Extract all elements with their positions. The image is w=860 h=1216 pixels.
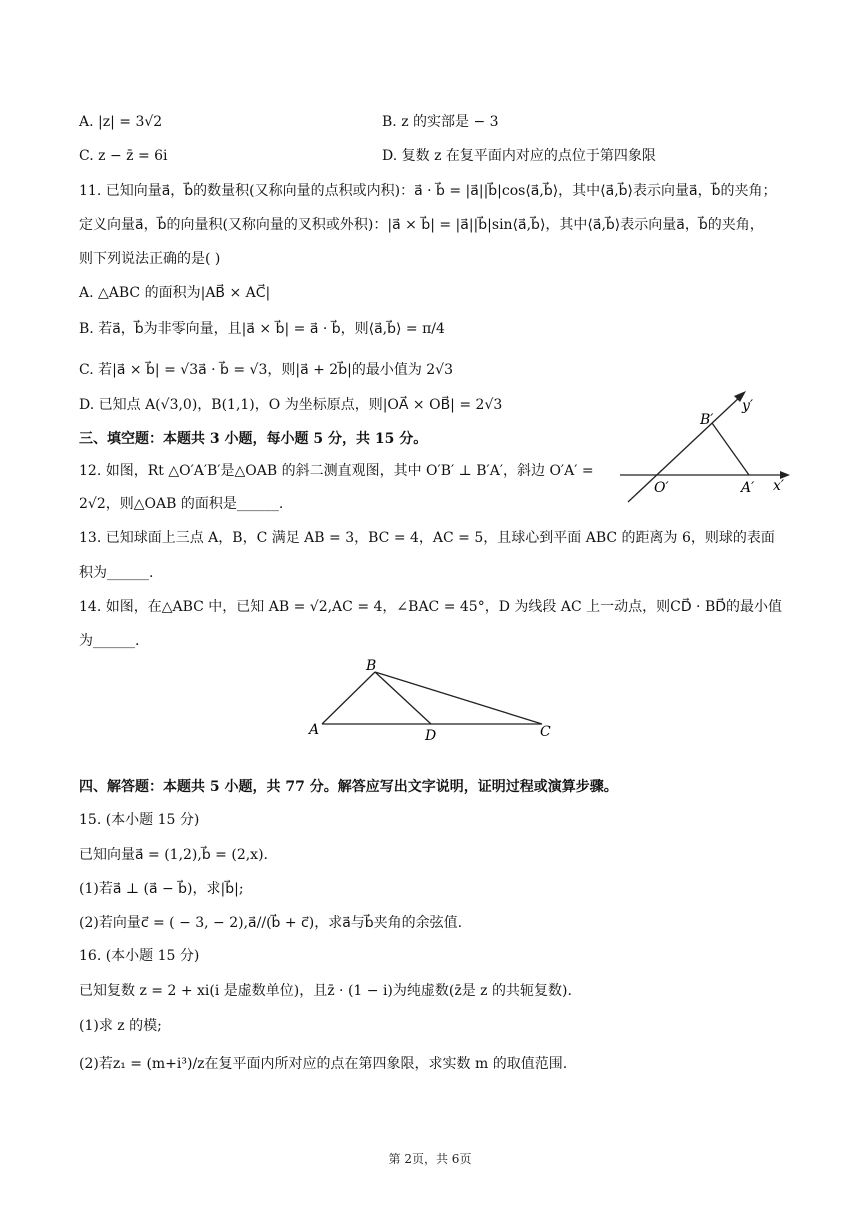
q14-figure — [300, 652, 565, 747]
q13-line1: 13. 已知球面上三点 A，B，C 满足 AB = 3，BC = 4，AC = 5，且球心到平面 ABC 的距离为 6，则球的表面 — [79, 530, 775, 546]
q11-option-c: C. 若|a⃗ × b⃗| = √3a⃗ · b⃗ = √3，则|a⃗ + 2b⃗|的最小值为 2√3 — [79, 362, 454, 378]
q12-line2: 2√2，则△OAB 的面积是______. — [79, 496, 284, 512]
page-footer: 第 2页，共 6页 — [388, 1152, 472, 1166]
section4-heading: 四、解答题：本题共 5 小题，共 77 分。解答应写出文字说明，证明过程或演算步骤。 — [79, 779, 618, 795]
q15-part2: (2)若向量c⃗ = ( − 3, − 2),a⃗//(b⃗ + c⃗)，求a⃗与b⃗夹角的余弦值. — [79, 915, 463, 931]
q11-stem-line2: 定义向量a⃗，b⃗的向量积(又称向量的叉积或外积)：|a⃗ × b⃗| = |a⃗||b⃗|sin⟨a⃗,b⃗⟩，其中⟨a⃗,b⃗⟩表示向量a⃗，b⃗的夹角， — [79, 217, 764, 233]
q14-line1: 14. 如图，在△ABC 中，已知 AB = √2,AC = 4，∠BAC = 45°，D 为线段 AC 上一动点，则CD⃗ · BD⃗的最小值 — [79, 599, 783, 615]
q11-stem-line3: 则下列说法正确的是( ) — [79, 251, 221, 267]
segment-a-b — [322, 672, 375, 724]
segment-b-a — [712, 423, 749, 475]
segment-b-c — [375, 672, 542, 724]
q15-part1: (1)若a⃗ ⊥ (a⃗ − b⃗)，求|b⃗|; — [79, 881, 244, 897]
q10-option-d: D. 复数 z 在复平面内对应的点位于第四象限 — [382, 148, 656, 164]
q11-option-d: D. 已知点 A(√3,0)，B(1,1)，O 为坐标原点，则|OA⃗ × OB⃗| = 2√3 — [79, 397, 503, 413]
q12-figure — [618, 386, 793, 506]
q16-part2: (2)若z₁ = (m+i³)/z在复平面内所对应的点在第四象限，求实数 m 的取值范围. — [79, 1056, 568, 1072]
q10-option-a: A. |z| = 3√2 — [79, 114, 163, 130]
y-axis — [628, 395, 742, 502]
q16-heading: 16. (本小题 15 分) — [79, 948, 200, 964]
label-x-prime: x′ — [773, 478, 785, 494]
label-a: A — [309, 722, 320, 738]
label-o-prime: O′ — [654, 480, 669, 496]
q12-line1: 12. 如图，Rt △O′A′B′是△OAB 的斜二测直观图，其中 O′B′ ⊥ B′A′，斜边 O′A′ = — [79, 463, 594, 479]
q11-option-a: A. △ABC 的面积为|AB⃗ × AC⃗| — [79, 285, 271, 301]
label-b-prime: B′ — [700, 412, 714, 428]
q11-stem-line1: 11. 已知向量a⃗，b⃗的数量积(又称向量的点积或内积)：a⃗ · b⃗ = |a⃗||b⃗|cos⟨a⃗,b⃗⟩，其中⟨a⃗,b⃗⟩表示向量a⃗，b⃗的夹角； — [79, 183, 777, 199]
section3-heading: 三、填空题：本题共 3 小题，每小题 5 分，共 15 分。 — [79, 431, 428, 447]
q11-option-b: B. 若a⃗，b⃗为非零向量，且|a⃗ × b⃗| = a⃗ · b⃗，则⟨a⃗,b⃗⟩ = π/4 — [79, 321, 445, 337]
q16-stem: 已知复数 z = 2 + xi(i 是虚数单位)，且z̄ · (1 − i)为纯虚数(z̄是 z 的共轭复数). — [79, 983, 572, 999]
q10-option-b: B. z 的实部是 − 3 — [382, 114, 499, 130]
q15-heading: 15. (本小题 15 分) — [79, 812, 200, 828]
q13-line2: 积为______. — [79, 565, 154, 581]
label-b: B — [366, 658, 377, 674]
segment-b-d — [375, 672, 431, 724]
q15-stem: 已知向量a⃗ = (1,2),b⃗ = (2,x). — [79, 847, 268, 863]
label-a-prime: A′ — [741, 480, 755, 496]
q16-part1: (1)求 z 的模; — [79, 1018, 162, 1034]
label-d: D — [425, 728, 437, 744]
q10-option-c: C. z − z̄ = 6i — [79, 148, 168, 164]
q14-line2: 为______. — [79, 633, 140, 649]
label-c: C — [540, 724, 551, 740]
label-y-prime: y′ — [742, 398, 754, 414]
